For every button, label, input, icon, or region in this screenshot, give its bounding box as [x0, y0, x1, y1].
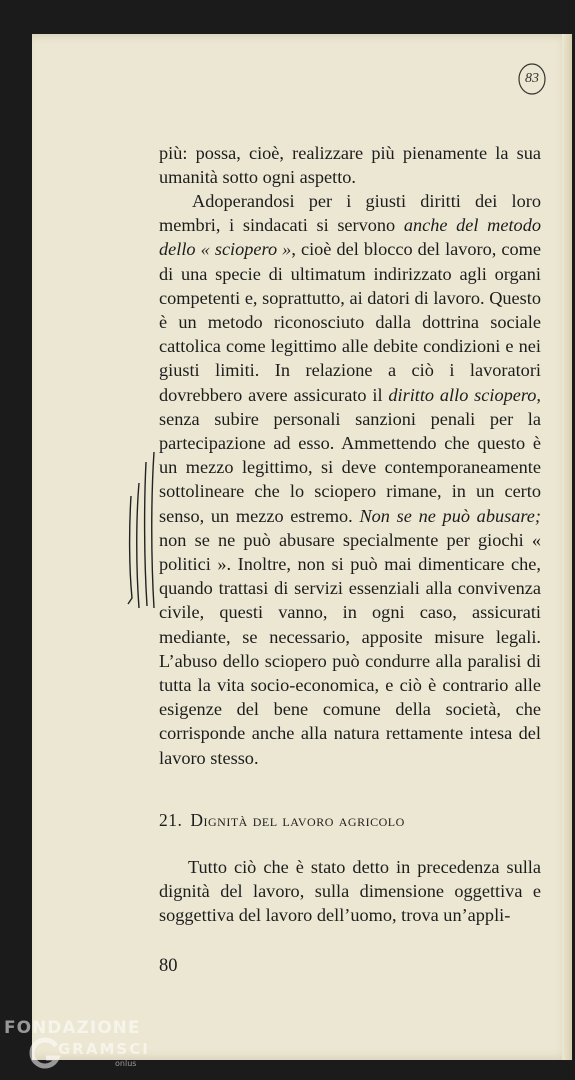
watermark-line3: onlus: [115, 1059, 137, 1068]
italic-run: diritto allo sciopero,: [388, 384, 541, 405]
circle-mark-icon: [517, 62, 547, 96]
watermark-line2: GRAMSCI: [58, 1040, 150, 1058]
paragraph-agricultural: Tutto ciò che è stato detto in precedenza sulla dignità del lavoro, sulla dimensione oggettiva e soggettiva del lavoro dell’uomo, trova un’appli-: [159, 857, 541, 926]
italic-run: Non se ne può abusare;: [359, 505, 541, 526]
handwritten-page-mark: [517, 62, 547, 96]
text-run: non se ne può abusare specialmente per giochi « politici ». Inoltre, non si può mai dimenticare che, quando trattasi di servizi essenziali alla convivenza civile, questi vanno, in ogni caso, assicurati mediante, se necessario, apposite misure legali. L’abuso dello sciopero può condurre alla paralisi di tutta la vita socio-economica, e ciò è contrario alle esigenze del bene comune della società, che corrisponde anche alla natura rettamente intesa del lavoro stesso.: [159, 529, 541, 768]
italic-run: anche del metodo dello « sciopero »: [159, 215, 541, 260]
page-mark-text: 83: [525, 71, 539, 86]
section-number: 21.: [159, 810, 183, 830]
text-run: senza subire personali sanzioni penali per la partecipazione ad esso. Ammettendo che questo è un mezzo legittimo, si deve contemporaneamente sottolineare che lo sciopero rimane, in un certo senso, un mezzo estremo.: [159, 408, 541, 526]
section-heading: [159, 810, 541, 831]
margin-pencil-marks: [126, 448, 160, 618]
text-run: , cioè del blocco del lavoro, come di una specie di ultimatum indirizzato agli organi competenti e, soprattutto, ai datori di lavoro. Questo è un metodo riconosciuto dalla dottrina sociale cattolica come legittimo alle debite condizioni e nei giusti limiti. In relazione a ciò i lavoratori dovrebbero avere assicurato il: [159, 239, 542, 405]
book-page: [32, 34, 572, 1060]
watermark-line1: FONDAZIONE: [4, 1018, 141, 1038]
paragraph-continuation: più: possa, cioè, realizzare più pienamente la sua umanità sotto ogni aspetto.: [159, 143, 541, 188]
section-title: Dignità del lavoro agricolo: [190, 810, 405, 830]
page-edge-shadow: [562, 34, 572, 1060]
archive-watermark: [2, 1014, 150, 1078]
fondazione-logo-icon: [28, 1036, 62, 1070]
text-run: Adoperandosi per i giusti diritti dei loro membri, i sindacati si servono: [159, 191, 541, 236]
paragraph-strike: [159, 189, 541, 770]
page-number: 80: [159, 956, 178, 976]
